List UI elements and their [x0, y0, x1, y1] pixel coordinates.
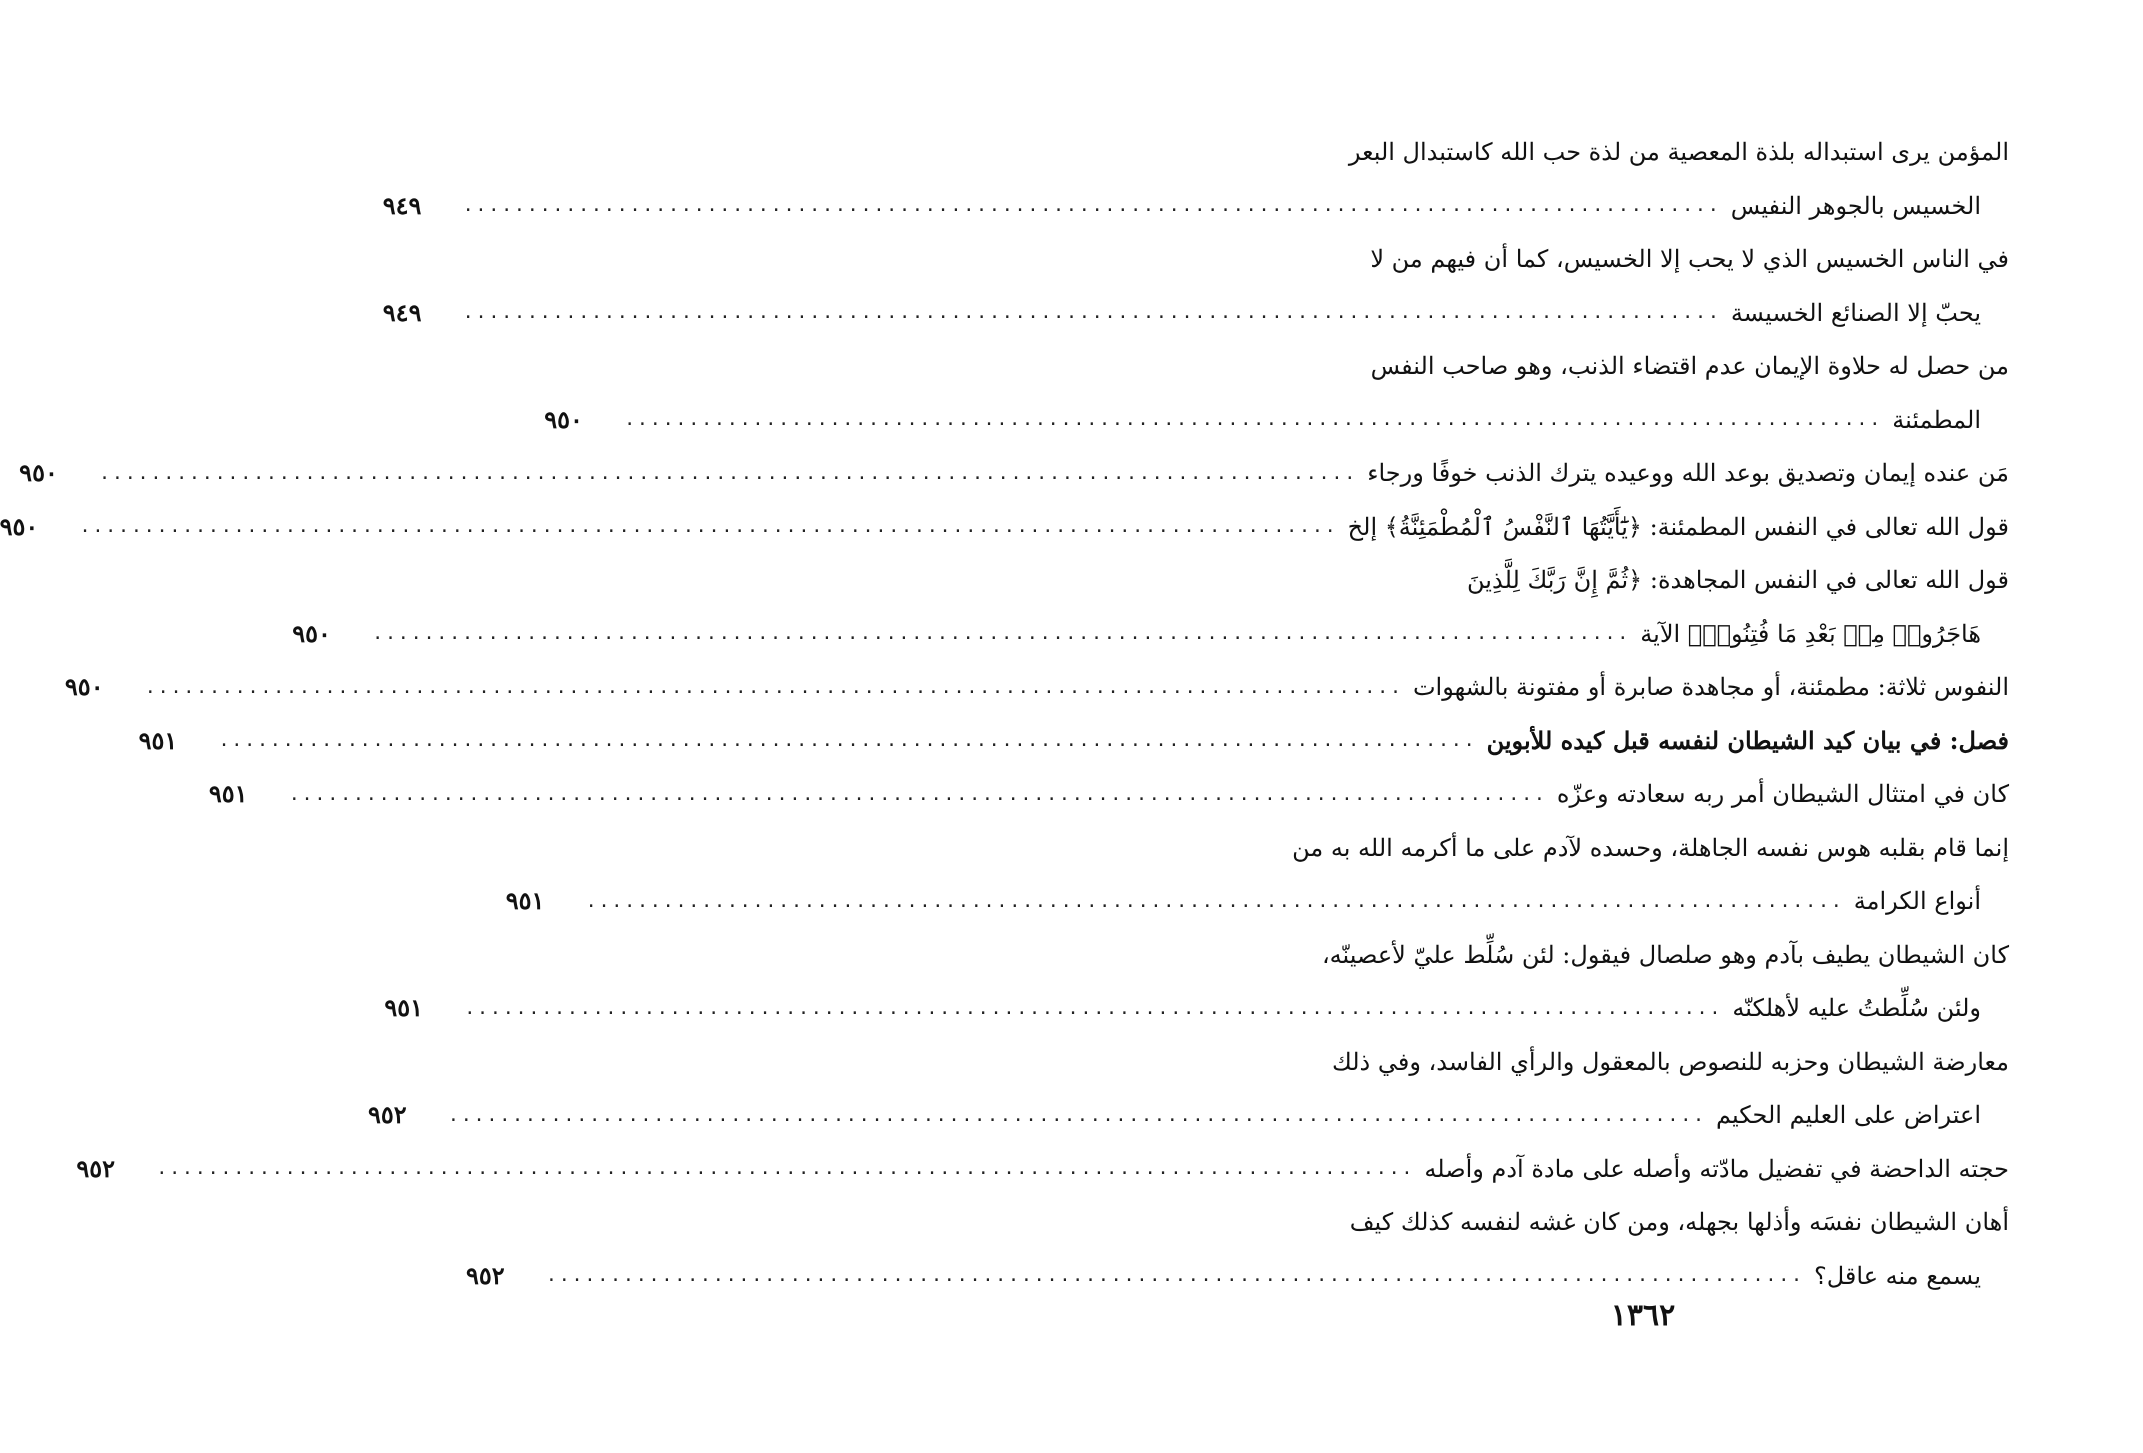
page-ref: ٩٥١	[384, 993, 423, 1023]
entry-text: كان في امتثال الشيطان أمر ربه سعادته وعزّه	[1556, 780, 2009, 809]
entry-text: حجته الداحضة في تفضيل مادّته وأصله على مادة آدم وأصله	[1424, 1154, 2009, 1183]
entry-line-last	[382, 180, 2009, 234]
index-entry	[382, 233, 2009, 340]
entry-line-last	[76, 1143, 2009, 1197]
page-ref: ٩٥٢	[367, 1100, 407, 1130]
index-entry	[292, 554, 2009, 661]
page-ref: ٩٥٢	[465, 1260, 505, 1290]
page-number: ١٣٦٢	[1610, 1298, 1676, 1333]
dot-leader: ..................................................................................................	[447, 1104, 1707, 1126]
dot-leader: ..................................................................................................	[156, 1158, 1415, 1180]
entry-line	[1269, 554, 2009, 608]
entry-line-last	[465, 1250, 2009, 1304]
entry-text: مَن عنده إيمان وتصديق بوعد الله ووعيده يترك الذنب خوفًا ورجاء	[1367, 459, 2009, 488]
entry-text: النفوس ثلاثة: مطمئنة، أو مجاهدة صابرة أو مفتونة بالشهوات	[1412, 673, 2009, 702]
page-ref: ٩٥٠	[292, 618, 331, 648]
index-entry	[367, 1036, 2009, 1143]
entry-text: إنما قام بقلبه هوس نفسه الجاهلة، وحسده لآدم على ما أكرمه الله به من	[1292, 833, 2009, 862]
index-entry	[465, 1196, 2009, 1303]
entry-text: الخسيس بالجوهر النفيس	[1730, 191, 1981, 220]
entry-line	[1269, 340, 2009, 394]
entry-line	[1269, 1036, 2009, 1090]
section-heading-entry	[138, 715, 2009, 769]
index-entry	[208, 768, 2009, 822]
entry-text: يحبّ إلا الصنائع الخسيسة	[1730, 298, 1981, 327]
entry-text: ولئن سُلِّطتُ عليه لأهلكنّه	[1732, 994, 1981, 1023]
page-ref: ٩٥٠	[64, 672, 104, 702]
entry-line-last	[64, 661, 2009, 715]
entry-line	[1269, 1196, 2009, 1250]
entry-line-last	[367, 1089, 2009, 1143]
page-ref: ٩٥١	[505, 886, 545, 916]
entry-text: معارضة الشيطان وحزبه للنصوص بالمعقول والرأي الفاسد، وفي ذلك	[1332, 1047, 2009, 1076]
index-entry	[64, 661, 2009, 715]
index-entry	[382, 126, 2009, 233]
entry-text: يسمع منه عاقل؟	[1814, 1261, 1981, 1290]
entry-line-last	[505, 875, 2009, 929]
index-entry	[505, 822, 2009, 929]
entry-text: قول الله تعالى في النفس المطمئنة: ﴿يَٰٓأَيَّتُهَا ٱلنَّفْسُ ٱلْمُطْمَئِنَّةُ﴾ إلخ	[1347, 512, 2009, 541]
entry-text: هَاجَرُوا۟ مِنۢ بَعْدِ مَا فُتِنُوا۟﴾ الآية	[1640, 619, 1981, 648]
entry-text: اعتراض على العليم الحكيم	[1716, 1101, 1981, 1130]
dot-leader: ..................................................................................................	[585, 890, 1844, 912]
index-entry	[76, 1143, 2009, 1197]
dot-leader: ..................................................................................................	[144, 676, 1403, 698]
entry-line-last	[292, 608, 2009, 662]
dot-leader: ..................................................................................................	[462, 302, 1721, 324]
entry-line-last	[382, 287, 2009, 341]
page-ref: ٩٥٢	[76, 1153, 116, 1183]
entry-line	[1269, 233, 2009, 287]
page-ref: ٩٥١	[138, 725, 178, 755]
entry-line	[1269, 822, 2009, 876]
dot-leader: ..................................................................................................	[372, 623, 1631, 645]
index-entry	[19, 447, 2009, 501]
index-entry	[544, 340, 2009, 447]
page-ref: ٩٥٠	[544, 404, 583, 434]
index-page	[0, 126, 2009, 1303]
dot-leader: ..................................................................................................	[624, 409, 1883, 431]
entry-text: المطمئنة	[1892, 405, 1981, 434]
entry-line-last	[384, 982, 2009, 1036]
page-ref: ٩٥٠	[19, 458, 58, 488]
dot-leader: ..................................................................................................	[79, 516, 1338, 538]
page-ref: ٩٥١	[208, 779, 248, 809]
dot-leader: ..................................................................................................	[462, 195, 1721, 217]
page-ref: ٩٥٠	[0, 511, 39, 541]
dot-leader: ..................................................................................................	[288, 783, 1547, 805]
entry-line-last	[208, 768, 2009, 822]
page-ref: ٩٤٩	[382, 297, 422, 327]
entry-text: المؤمن يرى استبداله بلذة المعصية من لذة حب الله كاستبدال البعر	[1348, 138, 2009, 167]
index-entry	[384, 929, 2009, 1036]
dot-leader: ..................................................................................................	[99, 462, 1358, 484]
entry-line-last	[138, 715, 2009, 769]
entry-line-last	[19, 447, 2009, 501]
entry-line-last	[0, 501, 2009, 555]
entry-text: أهان الشيطان نفسَه وأذلها بجهله، ومن كان غشه لنفسه كذلك كيف	[1349, 1208, 2009, 1237]
dot-leader: ..................................................................................................	[545, 1265, 1805, 1287]
entry-text: من حصل له حلاوة الإيمان عدم اقتضاء الذنب، وهو صاحب النفس	[1370, 352, 2009, 381]
index-entry	[0, 501, 2009, 555]
entry-text: قول الله تعالى في النفس المجاهدة: ﴿ثُمَّ إِنَّ رَبَّكَ لِلَّذِينَ	[1467, 566, 2009, 595]
section-heading: فصل: في بيان كيد الشيطان لنفسه قبل كيده للأبوين	[1486, 725, 2009, 755]
dot-leader: ..................................................................................................	[464, 997, 1723, 1019]
entry-line-last	[544, 394, 2009, 448]
entry-text: أنواع الكرامة	[1853, 887, 1981, 916]
entry-text: في الناس الخسيس الذي لا يحب إلا الخسيس، كما أن فيهم من لا	[1370, 245, 2009, 274]
entry-line	[1269, 126, 2009, 180]
dot-leader: ..................................................................................................	[218, 730, 1477, 752]
page-ref: ٩٤٩	[382, 190, 422, 220]
entry-text: كان الشيطان يطيف بآدم وهو صلصال فيقول: لئن سُلِّط عليّ لأعصينّه،	[1321, 940, 2009, 969]
entry-line	[1269, 929, 2009, 983]
